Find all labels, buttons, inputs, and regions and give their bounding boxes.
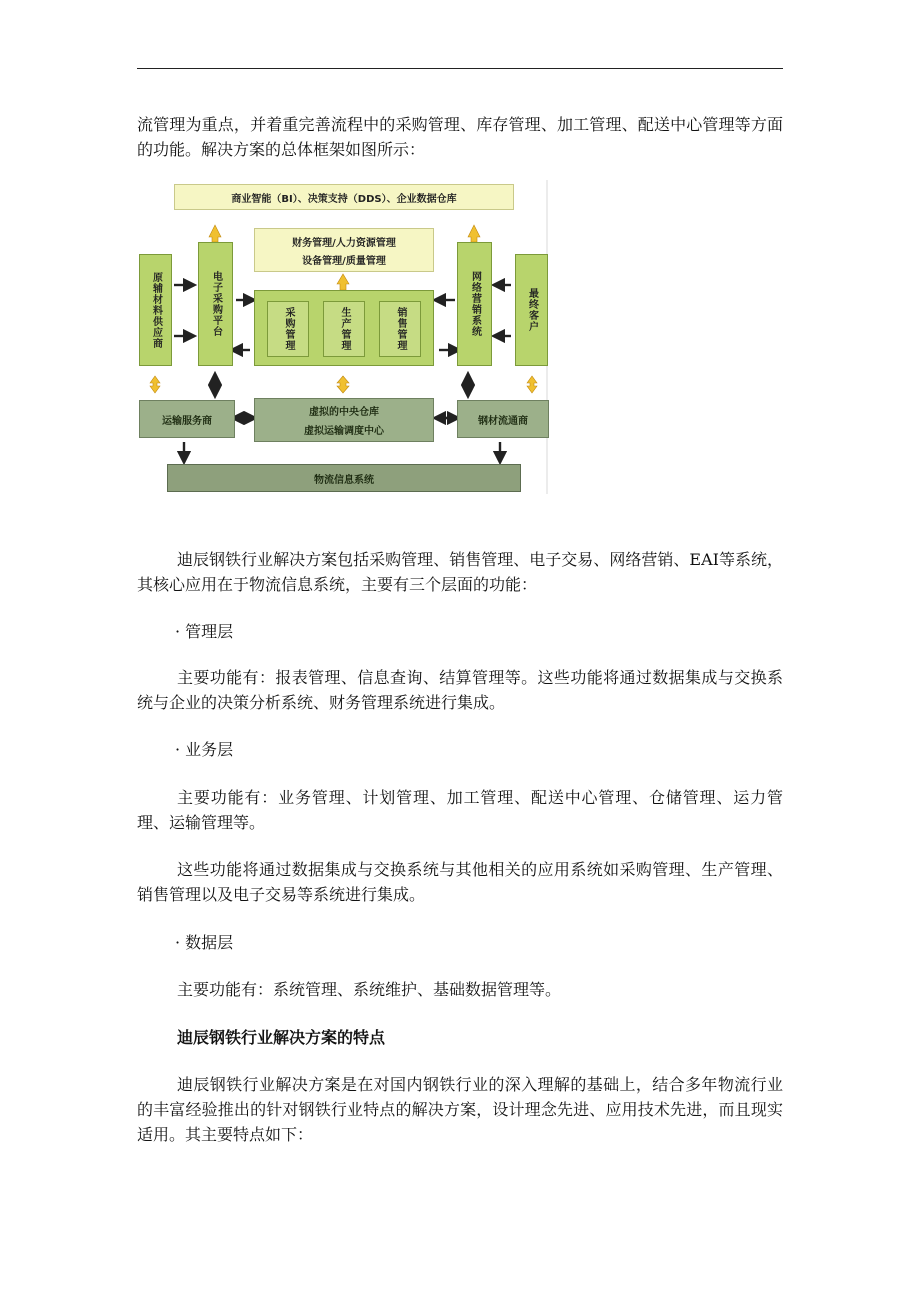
supplier-box: 原辅材料供应商 [139, 254, 172, 366]
finance-line2: 设备管理/质量管理 [302, 255, 386, 267]
production-box: 生产管理 [323, 301, 365, 357]
section-heading: 迪辰钢铁行业解决方案的特点 [177, 1028, 386, 1047]
warehouse-line1: 虚拟的中央仓库 [309, 407, 379, 418]
purchase-box: 采购管理 [267, 301, 309, 357]
warehouse-box [254, 398, 434, 442]
steel-dist-box: 钢材流通商 [457, 400, 549, 438]
dbl-arrow-customer [527, 376, 537, 393]
finance-box [254, 228, 434, 272]
paragraph-2: 主要功能有：报表管理、信息查询、结算管理等。这些功能将通过数据集成与交换系统与企业的决策分析系统、财务管理系统进行集成。 [137, 668, 783, 712]
dbl-arrow-center [337, 376, 349, 393]
sales-box: 销售管理 [379, 301, 421, 357]
logistics-bar: 物流信息系统 [167, 464, 521, 492]
paragraph-5: 主要功能有：系统管理、系统维护、基础数据管理等。 [177, 980, 562, 999]
up-arrow-center [337, 274, 349, 290]
up-arrow-left [209, 225, 221, 242]
dbl-arrow-supplier [150, 376, 160, 393]
intro-paragraph: 流管理为重点，并着重完善流程中的采购管理、库存管理、加工管理、配送中心管理等方面的功能。解决方案的总体框架如图所示： [137, 115, 783, 159]
net-marketing-box: 网络营销系统 [457, 242, 492, 366]
bullet-management: · 管理层 [175, 622, 234, 641]
end-customer-box: 最终客户 [515, 254, 548, 366]
paragraph-4: 这些功能将通过数据集成与交换系统与其他相关的应用系统如采购管理、生产管理、销售管理以及电子交易等系统进行集成。 [137, 860, 783, 904]
e-procure-box: 电子采购平台 [198, 242, 233, 366]
paragraph-1: 迪辰钢铁行业解决方案包括采购管理、销售管理、电子交易、网络营销、EAI等系统，其核心应用在于物流信息系统，主要有三个层面的功能： [137, 550, 783, 594]
paragraph-6: 迪辰钢铁行业解决方案是在对国内钢铁行业的深入理解的基础上，结合多年物流行业的丰富经验推出的针对钢铁行业特点的解决方案，设计理念先进、应用技术先进，而且现实适用。其主要特点如下： [137, 1075, 783, 1144]
core-box [254, 290, 434, 366]
bullet-business: · 业务层 [175, 740, 234, 759]
transport-box: 运输服务商 [139, 400, 235, 438]
framework-diagram [137, 180, 551, 494]
warehouse-line2: 虚拟运输调度中心 [304, 426, 384, 437]
paragraph-3: 主要功能有：业务管理、计划管理、加工管理、配送中心管理、仓储管理、运力管理、运输管理等。 [137, 788, 783, 832]
bullet-data: · 数据层 [175, 933, 234, 952]
finance-line1: 财务管理/人力资源管理 [292, 237, 396, 249]
bi-bar: 商业智能（BI）、决策支持（DDS）、企业数据仓库 [174, 184, 514, 210]
up-arrow-right [468, 225, 480, 242]
header-rule [137, 68, 783, 69]
